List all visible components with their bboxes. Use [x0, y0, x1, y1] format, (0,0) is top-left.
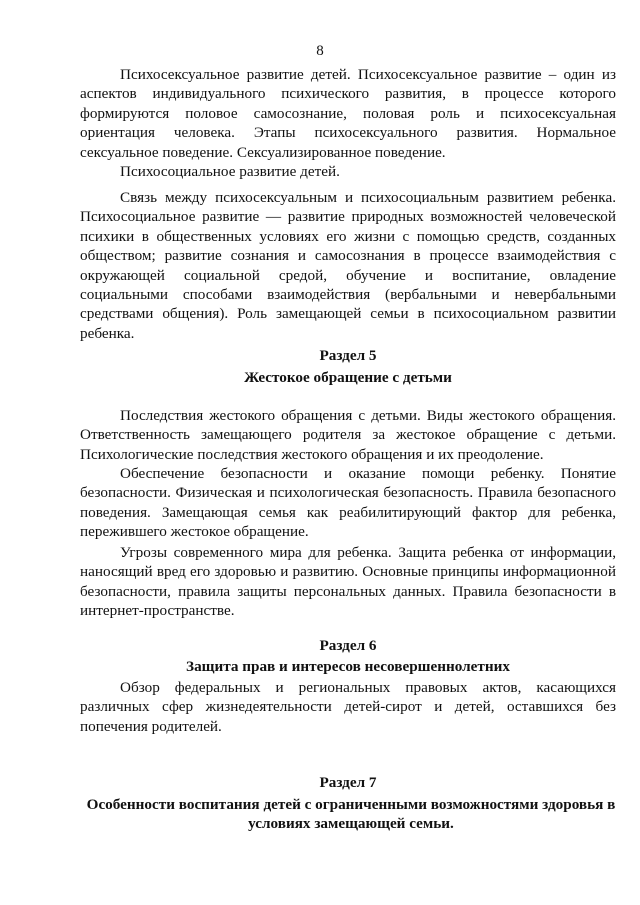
section-6-title: Защита прав и интересов несовершеннолетних: [186, 658, 510, 675]
page-number: 8: [316, 43, 324, 59]
section-7-title: Особенности воспитания детей с ограниченными возможностями здоровья в условиях замещающей семьи.: [86, 796, 616, 833]
paragraph-psychosocial-development-title: Психосоциальное развитие детей.: [120, 163, 340, 180]
section-5-label: Раздел 5: [319, 347, 377, 364]
paragraph-modern-threats: Угрозы современного мира для ребенка. Защита ребенка от информации, наносящий вред его здоровью и развитию. Основные принципы информационной безопасности, правила защиты персональных данных. Правила безопасности в интернет-пространстве.: [80, 544, 616, 620]
section-5-title: Жестокое обращение с детьми: [244, 369, 452, 386]
paragraph-abuse-consequences: Последствия жестокого обращения с детьми. Виды жестокого обращения. Ответственность замещающего родителя за жестокое обращение с детьми. Психологические последствия жестокого обращения и их преодоление.: [80, 407, 616, 463]
section-6-label: Раздел 6: [319, 637, 377, 654]
section-7-label: Раздел 7: [319, 774, 377, 791]
paragraph-legal-acts: Обзор федеральных и региональных правовых актов, касающихся различных сфер жизнедеятельности детей-сирот и детей, оставшихся без попечения родителей.: [80, 679, 616, 735]
paragraph-psychosexual-development: Психосексуальное развитие детей. Психосексуальное развитие – один из аспектов индивидуального психического развития, в процессе которого формируются половое самосознание, половая роль и психосексуальная ориентация человека. Этапы психосексуального развития. Нормальное сексуальное поведение. Сексуализированное поведение.: [80, 66, 616, 161]
paragraph-psychosocial-development: Связь между психосексуальным и психосоциальным развитием ребенка. Психосоциальное развитие — развитие природных возможностей человеческой психики в общественных условиях его жизни с помощью средств, созданных обществом; развитие сознания и самосознания в процессе взаимодействия с окружающей социальной средой, обучение и воспитание, овладение социальными способами взаимодействия (вербальными и невербальными средствами общения). Роль замещающей семьи в психосоциальном развитии ребенка.: [80, 189, 616, 342]
paragraph-safety: Обеспечение безопасности и оказание помощи ребенку. Понятие безопасности. Физическая и психологическая безопасность. Правила безопасного поведения. Замещающая семья как реабилитирующий фактор для ребенка, пережившего жестокое обращение.: [80, 465, 616, 541]
